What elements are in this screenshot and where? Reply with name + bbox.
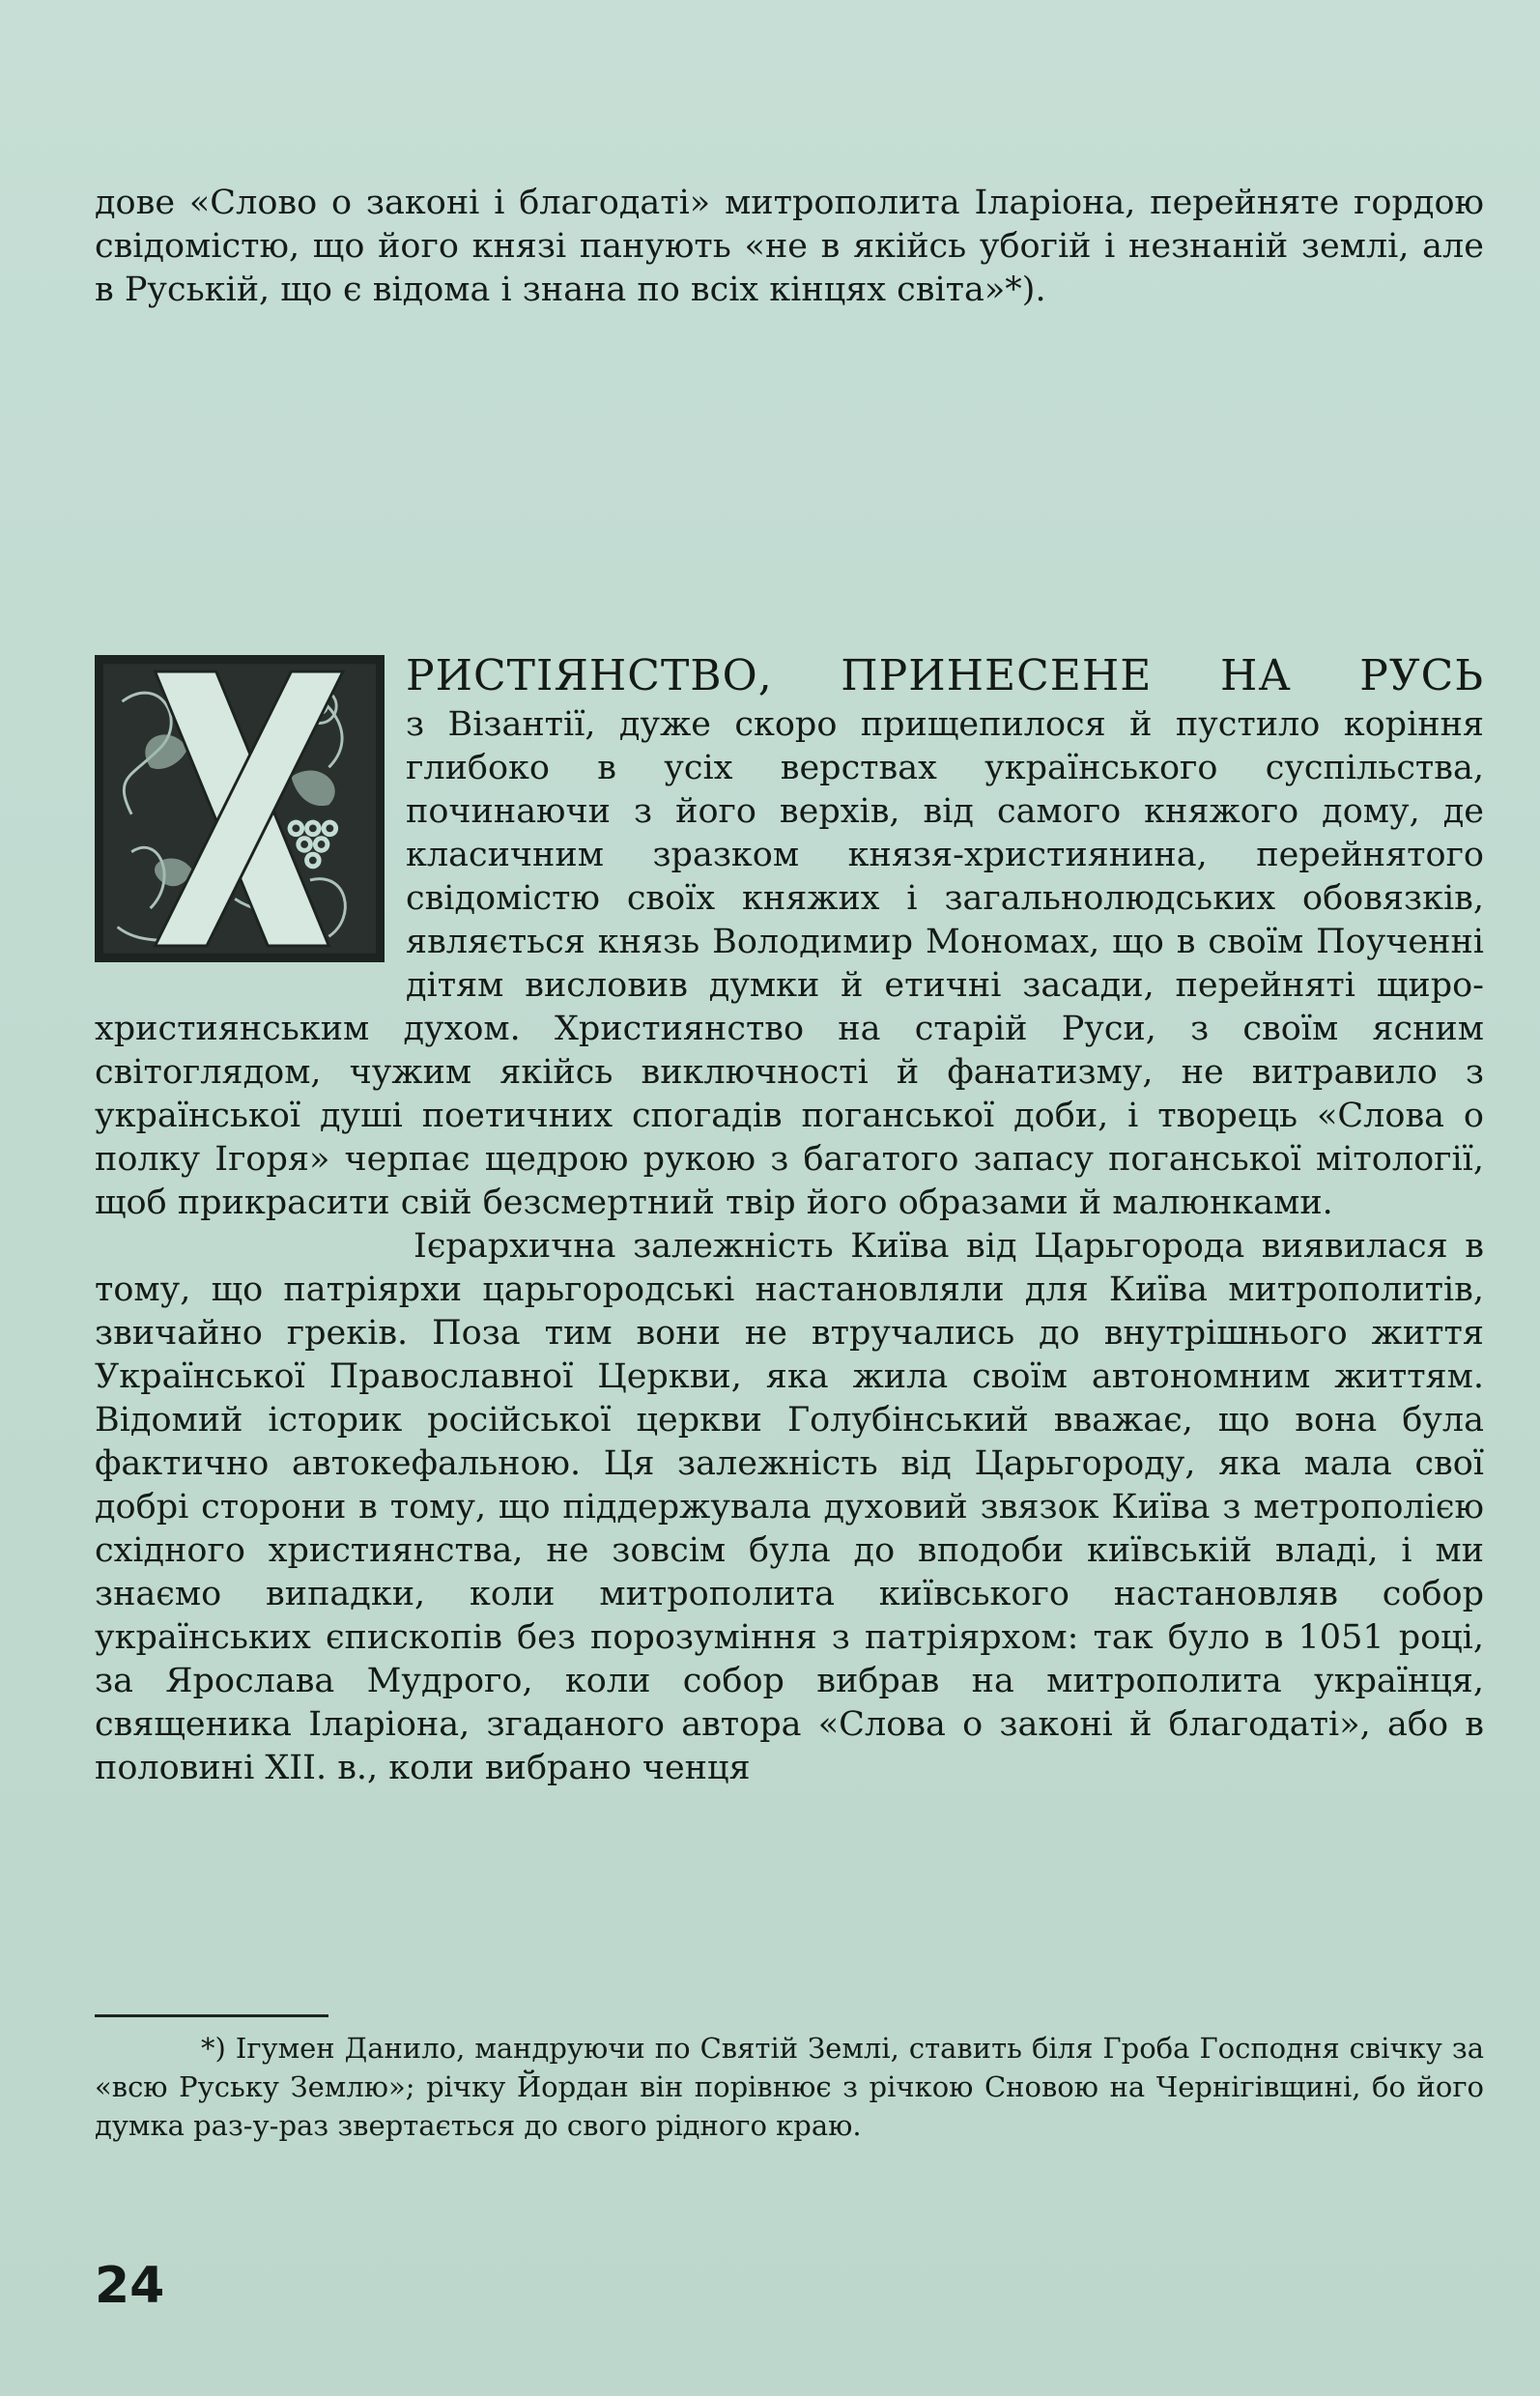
chapter-paragraph-2: Ієрархична залежність Київа від Царьгорода виявилася в тому, що патріярхи царьгородські настановляли для Київа митрополитів, звичайно греків. Поза тим вони не втручались до внутрішнього життя Української Православної Церкви, яка жила своїм автономним життям. Відомий історик російської церкви Голубінський вважає, що вона була фактично автокефальною. Ця залежність від Царьгороду, яка мала свої добрі сторони в тому, що піддержувала духовий звязок Київа з метрополією східного християнства, не зовсім була до вподоби київській владі, і ми знаємо випадки, коли митрополита київського настановляв собор українських єпископів без порозуміння з патріярхом: так було в 1051 році, за Ярослава Мудрого, коли собор вибрав на митрополита українця, священика Іларіона, згаданого автора «Слова о законі й благодаті», або в половині XII. в., коли вибрано ченця xyxy=(95,1227,1484,1787)
page-number: 24 xyxy=(95,2257,165,2315)
chapter-paragraph-1: з Візантії, дуже скоро прищепилося й пустило коріння глибоко в усіх верствах українського суспільства, починаючи з його верхів, від самого княжого дому, де класичним зразком князя-християнина, перейнятого свідомістю своїх княжих і загальнолюдських обовязків, являється князь Володимир Мономах, що в своїм Поученні дітям висловив думки й етичні засади, перейняті щиро-християнським духом. Християнство на старій Руси, з своїм ясним світоглядом, чужим якійсь виключності й фанатизму, не витравило з української душі поетичних спогадів поганської доби, і творець «Слова о полку Ігоря» черпає щедрою рукою з багатого запасу поганської мітології, щоб прикрасити свій безсмертний твір його образами й малюнками. xyxy=(95,705,1484,1222)
footnote-text: Ігумен Данило, мандруючи по Святій Землі, ставить біля Гроба Господня свічку за «всю Руську Землю»; річку Йордан він порівнює з річкою Сновою на Чернігівщині, бо його думка раз-у-раз звертається до свого рідного краю. xyxy=(95,2032,1485,2142)
footnote-mark: *) xyxy=(201,2032,226,2065)
chapter-section xyxy=(95,649,1484,1790)
chapter-heading: РИСТІЯНСТВО, ПРИНЕСЕНЕ НА РУСЬ xyxy=(406,651,1484,700)
top-paragraph: дове «Слово о законі і благодаті» митрополита Іларіона, перейняте гордою свідомістю, що його князі панують «не в якійсь убогій і незнаній землі, але в Руській, що є відома і знана по всіх кінцях світа»*). xyxy=(95,184,1484,309)
drop-cap-ornament-icon xyxy=(95,655,385,962)
footnote xyxy=(95,2029,1484,2145)
footnote-divider xyxy=(95,2014,328,2017)
